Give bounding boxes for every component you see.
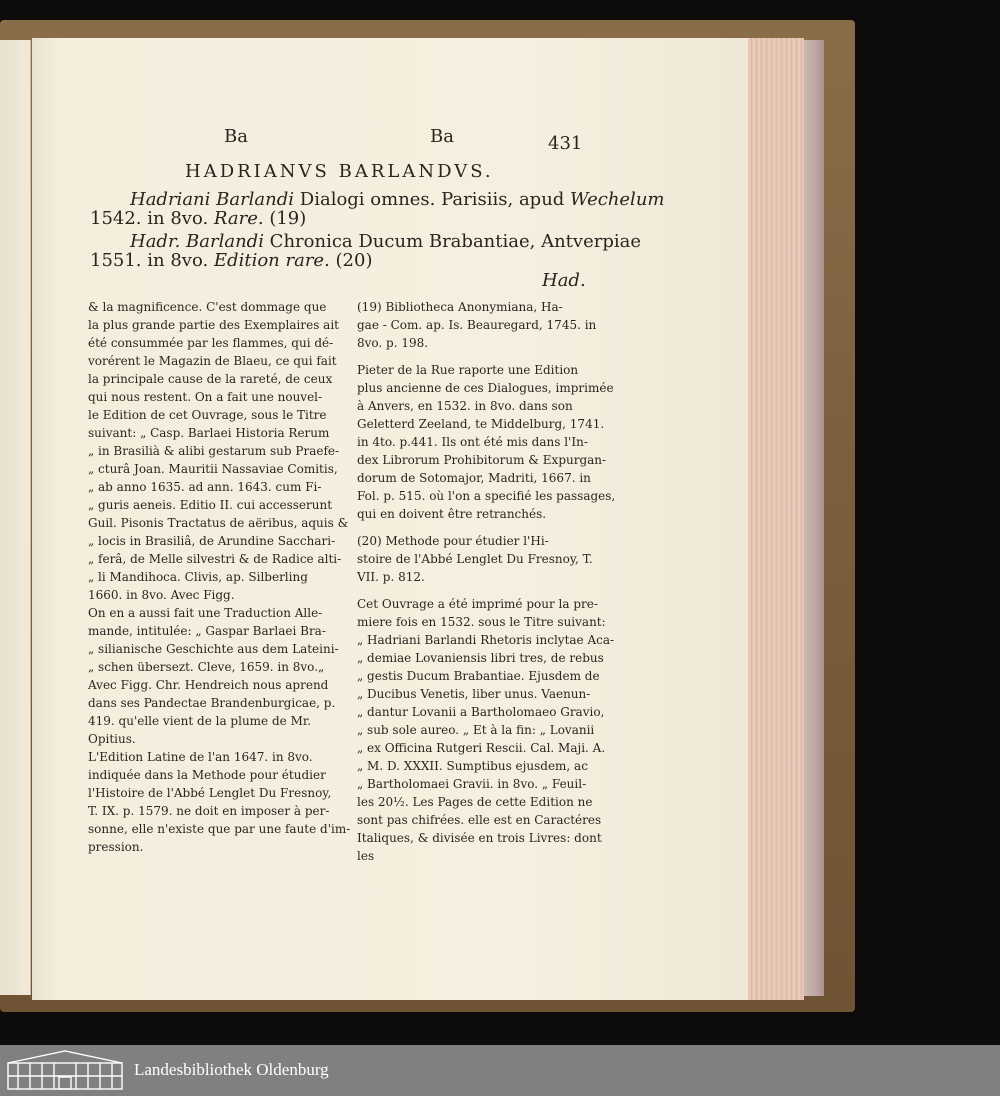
right-column xyxy=(357,298,615,865)
right-column-line: Fol. p. 515. où l'on a specifié les passages, xyxy=(357,489,616,503)
left-column-line: la plus grande partie des Exemplaires ait xyxy=(88,318,339,332)
left-column-line: la principale cause de la rareté, de ceux xyxy=(88,372,333,386)
left-column xyxy=(88,298,350,856)
entry2-author: Hadr. Barlandi xyxy=(130,231,264,252)
right-column-line xyxy=(357,523,615,532)
right-column-line: sont pas chifrées. elle est en Caractéres xyxy=(357,813,602,827)
right-column-line: dorum de Sotomajor, Madriti, 1667. in xyxy=(357,471,591,485)
left-column-line: 419. qu'elle vient de la plume de Mr. xyxy=(88,714,312,728)
left-column-line: & la magnificence. C'est dommage que xyxy=(88,300,327,314)
catchword-text: Had. xyxy=(542,270,586,291)
entry1-note-ref: (19) xyxy=(263,208,307,229)
entry2-note-ref: (20) xyxy=(329,250,373,271)
entry1-publisher: Wechelum xyxy=(570,189,665,210)
right-column-line xyxy=(357,352,615,361)
right-column-line: 8vo. p. 198. xyxy=(357,336,429,350)
entry2-line2 xyxy=(90,250,372,271)
right-column-line: dex Librorum Prohibitorum & Expurgan- xyxy=(357,453,607,467)
left-page-edge xyxy=(0,40,31,995)
right-column-line: Pieter de la Rue raporte une Edition xyxy=(357,363,579,377)
right-column-line: plus ancienne de ces Dialogues, imprimée xyxy=(357,381,614,395)
right-column-line: „ dantur Lovanii a Bartholomaeo Gravio, xyxy=(357,705,605,719)
running-head-center: Ba xyxy=(430,126,454,147)
right-column-line: stoire de l'Abbé Lenglet Du Fresnoy, T. xyxy=(357,552,593,566)
right-column-line: miere fois en 1532. sous le Titre suivant: xyxy=(357,615,606,629)
left-column-line: suivant: „ Casp. Barlaei Historia Rerum xyxy=(88,426,330,440)
left-column-line: l'Histoire de l'Abbé Lenglet Du Fresnoy, xyxy=(88,786,332,800)
left-column-line: „ silianische Geschichte aus dem Lateini- xyxy=(88,642,339,656)
entry1-rarity: Rare. xyxy=(213,208,264,229)
entry1-date: 1542. in 8vo. xyxy=(90,208,214,229)
left-column-line: sonne, elle n'existe que par une faute d'im- xyxy=(88,822,351,836)
left-column-line: indiquée dans la Methode pour étudier xyxy=(88,768,326,782)
entry1-author: Hadriani Barlandi xyxy=(130,189,295,210)
running-head-left: Ba xyxy=(224,126,248,147)
right-column-line: qui en doivent être retranchés. xyxy=(357,507,547,521)
left-column-line: vorérent le Magazin de Blaeu, ce qui fait xyxy=(88,354,337,368)
entry1-line2 xyxy=(90,208,306,229)
right-column-line: à Anvers, en 1532. in 8vo. dans son xyxy=(357,399,573,413)
right-column-line: les xyxy=(357,849,375,863)
left-column-line: „ li Mandihoca. Clivis, ap. Silberling xyxy=(88,570,308,584)
left-column-line: „ guris aeneis. Editio II. cui accesserunt xyxy=(88,498,333,512)
right-column-line: „ sub sole aureo. „ Et à la fin: „ Lovanii xyxy=(357,723,595,737)
page-edges xyxy=(748,38,804,1000)
entry2-rarity: Edition rare. xyxy=(213,250,330,271)
right-column-line: „ Hadriani Barlandi Rhetoris inclytae Aca- xyxy=(357,633,615,647)
left-column-line: 1660. in 8vo. Avec Figg. xyxy=(88,588,235,602)
right-column-line: „ Bartholomaei Gravii. in 8vo. „ Feuil- xyxy=(357,777,587,791)
left-column-line: „ cturâ Joan. Mauritii Nassaviae Comitis, xyxy=(88,462,338,476)
page-number: 431 xyxy=(548,133,583,154)
left-column-line: qui nous restent. On a fait une nouvel- xyxy=(88,390,323,404)
left-column-line: „ in Brasilià & alibi gestarum sub Praefe- xyxy=(88,444,340,458)
right-column-line: Geletterd Zeeland, te Middelburg, 1741. xyxy=(357,417,605,431)
catchword xyxy=(542,270,586,291)
left-column-line: „ ferâ, de Melle silvestri & de Radice alti- xyxy=(88,552,342,566)
left-column-line: été consummée par les flammes, qui dé- xyxy=(88,336,334,350)
right-column-line: „ Ducibus Venetis, liber unus. Vaenun- xyxy=(357,687,591,701)
right-column-line: in 4to. p.441. Ils ont été mis dans l'In- xyxy=(357,435,588,449)
footer-bar xyxy=(0,1045,1000,1096)
left-column-line: „ locis in Brasiliâ, de Arundine Sacchari- xyxy=(88,534,336,548)
entry2-line1 xyxy=(130,231,641,252)
library-building-icon xyxy=(6,1049,124,1091)
right-column-line: „ ex Officina Rutgeri Rescii. Cal. Maji. A. xyxy=(357,741,606,755)
left-column-line: Avec Figg. Chr. Hendreich nous aprend xyxy=(88,678,329,692)
entry-title: HADRIANVS BARLANDVS. xyxy=(185,161,494,182)
left-column-line: T. IX. p. 1579. ne doit en imposer à per- xyxy=(88,804,330,818)
left-column-line: dans ses Pandectae Brandenburgicae, p. xyxy=(88,696,336,710)
right-column-line: (20) Methode pour étudier l'Hi- xyxy=(357,534,549,548)
right-column-line: VII. p. 812. xyxy=(357,570,425,584)
left-column-line: On en a aussi fait une Traduction Alle- xyxy=(88,606,323,620)
left-column-line: „ schen übersezt. Cleve, 1659. in 8vo.„ xyxy=(88,660,325,674)
right-column-line: „ gestis Ducum Brabantiae. Ejusdem de xyxy=(357,669,600,683)
left-column-line: mande, intitulée: „ Gaspar Barlaei Bra- xyxy=(88,624,326,638)
right-column-line: „ demiae Lovaniensis libri tres, de rebus xyxy=(357,651,604,665)
right-column-line: (19) Bibliotheca Anonymiana, Ha- xyxy=(357,300,563,314)
right-column-line: les 20½. Les Pages de cette Edition ne xyxy=(357,795,593,809)
right-column-line: Italiques, & divisée en trois Livres: dont xyxy=(357,831,602,845)
library-name: Landesbibliothek Oldenburg xyxy=(134,1060,329,1079)
left-column-line: le Edition de cet Ouvrage, sous le Titre xyxy=(88,408,327,422)
right-column-line: gae - Com. ap. Is. Beauregard, 1745. in xyxy=(357,318,597,332)
entry2-text: Chronica Ducum Brabantiae, Antverpiae xyxy=(263,231,641,252)
right-column-line: Cet Ouvrage a été imprimé pour la pre- xyxy=(357,597,598,611)
right-column-line: „ M. D. XXXII. Sumptibus ejusdem, ac xyxy=(357,759,588,773)
entry1-line1 xyxy=(130,189,664,210)
left-column-line: Guil. Pisonis Tractatus de aëribus, aquis & xyxy=(88,516,349,530)
left-column-line: „ ab anno 1635. ad ann. 1643. cum Fi- xyxy=(88,480,322,494)
entry1-text: Dialogi omnes. Parisiis, apud xyxy=(294,189,571,210)
entry2-date: 1551. in 8vo. xyxy=(90,250,214,271)
page-edges-shadow xyxy=(804,40,824,996)
left-column-line: L'Edition Latine de l'an 1647. in 8vo. xyxy=(88,750,313,764)
right-column-line xyxy=(357,586,615,595)
book-page xyxy=(32,38,748,1000)
left-column-line: pression. xyxy=(88,840,144,854)
left-column-line: Opitius. xyxy=(88,732,136,746)
